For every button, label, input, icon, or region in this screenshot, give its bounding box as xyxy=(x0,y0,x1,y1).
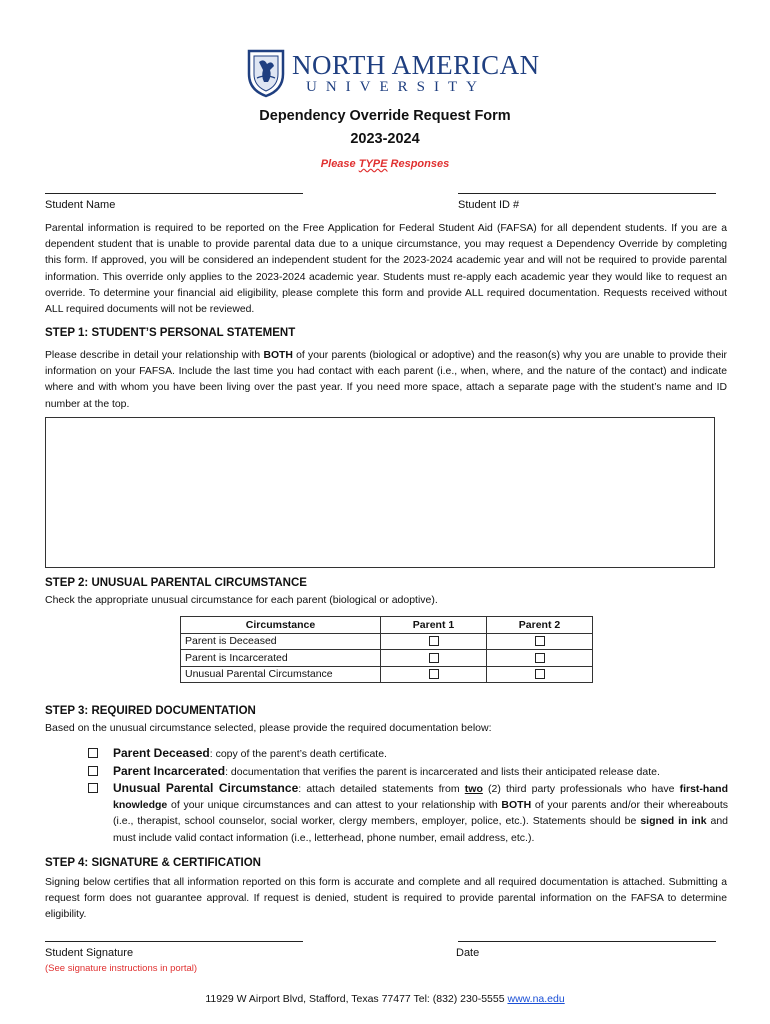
table-header-row xyxy=(181,617,593,634)
table-row xyxy=(181,666,593,683)
instruction-post: Responses xyxy=(387,158,450,170)
parent2-incarcerated-checkbox[interactable] xyxy=(535,653,545,663)
personal-statement-box[interactable] xyxy=(45,417,715,568)
doc-unusual-d: of your parents and/or their whereabouts (i.e., therapist, school counselor, social worker, clergy members, employer, police, etc.). Statements should be xyxy=(113,799,728,828)
student-name-label: Student Name xyxy=(45,199,116,211)
doc-deceased-title: Parent Deceased xyxy=(113,746,210,760)
parent1-deceased-checkbox[interactable] xyxy=(429,636,439,646)
step1-heading: STEP 1: STUDENT’S PERSONAL STATEMENT xyxy=(45,327,296,339)
parent1-unusual-checkbox[interactable] xyxy=(429,669,439,679)
website-link[interactable]: www.na.edu xyxy=(507,993,565,1005)
table-row xyxy=(181,633,593,650)
parent1-unusual-cell xyxy=(381,666,487,683)
doc-unusual-both: BOTH xyxy=(501,799,532,812)
signature-note: (See signature instructions in portal) xyxy=(45,963,198,974)
doc-incarcerated-desc: : documentation that verifies the parent is incarcerated and lists their anticipated release date. xyxy=(225,766,660,778)
step4-text: Signing below certifies that all information reported on this form is accurate and complete and all required documentation is attached. Submitting a request form does not guarantee approval. If request is denied, student is required to provide parental information on the FAFSA to determine eligibility. xyxy=(45,877,727,921)
step1-text-pre: Please describe in detail your relationship with xyxy=(45,350,264,361)
step3-heading: STEP 3: REQUIRED DOCUMENTATION xyxy=(45,705,256,717)
step2-heading: STEP 2: UNUSUAL PARENTAL CIRCUMSTANCE xyxy=(45,577,307,589)
row-label-unusual: Unusual Parental Circumstance xyxy=(181,666,381,683)
doc-unusual-ink: signed in ink xyxy=(640,815,707,828)
doc-unusual-b: (2) third party professionals who have xyxy=(482,783,680,795)
col-circumstance: Circumstance xyxy=(181,617,381,634)
intro-paragraph: Parental information is required to be reported on the Free Application for Federal Student Aid (FAFSA) for all dependent students. If you are a dependent student that is unable to provide parental data due to a unique circumstance, you may request a Dependency Override by completing this form. If approved, you will be considered an independent student for the 2023-2024 academic year and will not be required to provide parental information. This override only applies to the 2023-2024 academic year. Students must re-apply each academic year they would like to request an override. To determine your financial aid eligibility, please complete this form and provide ALL required documentation. Requests received without ALL required documents will not be reviewed. xyxy=(45,223,727,316)
university-logo xyxy=(246,48,540,100)
date-label: Date xyxy=(456,947,480,959)
step2-instructions: Check the appropriate unusual circumstance for each parent (biological or adoptive). xyxy=(45,594,438,606)
parent2-deceased-checkbox[interactable] xyxy=(535,636,545,646)
col-parent-1: Parent 1 xyxy=(381,617,487,634)
circumstance-table xyxy=(180,616,593,683)
doc-deceased-text xyxy=(113,745,728,762)
doc-unusual-c: of your unique circumstances and can attest to your relationship with xyxy=(167,799,502,812)
shield-crest-icon xyxy=(246,48,286,98)
doc-unusual-two: two xyxy=(464,783,483,795)
step1-instructions xyxy=(45,348,727,413)
doc-unusual-title: Unusual Parental Circumstance xyxy=(113,781,299,795)
row-label-deceased: Parent is Deceased xyxy=(181,633,381,650)
doc-unusual-firsthand: first-hand knowledge xyxy=(113,783,728,812)
instruction-pre: Please xyxy=(320,158,359,170)
parent2-unusual-checkbox[interactable] xyxy=(535,669,545,679)
doc-item-incarcerated xyxy=(88,763,728,780)
student-id-line[interactable] xyxy=(458,193,716,194)
doc-unusual-text xyxy=(113,780,728,846)
step4-heading: STEP 4: SIGNATURE & CERTIFICATION xyxy=(45,857,261,869)
doc-unusual-e: and must include valid contact information (i.e., letterhead, phone number, email address, etc.). xyxy=(113,815,729,844)
row-label-incarcerated: Parent is Incarcerated xyxy=(181,650,381,667)
form-title: Dependency Override Request Form xyxy=(259,108,511,124)
doc-unusual-a: : attach detailed statements from xyxy=(298,783,465,795)
parent1-deceased-cell xyxy=(381,633,487,650)
parent2-incarcerated-cell xyxy=(487,650,593,667)
parent2-unusual-cell xyxy=(487,666,593,683)
doc-deceased-desc: : copy of the parent’s death certificate. xyxy=(209,748,387,760)
type-instruction xyxy=(0,158,770,170)
footer xyxy=(0,993,770,1005)
logo-subtitle: UNIVERSITY xyxy=(306,79,486,95)
doc-item-unusual xyxy=(88,780,728,846)
instruction-type: TYPE xyxy=(358,158,388,170)
signature-line[interactable] xyxy=(45,941,303,942)
signature-label: Student Signature xyxy=(45,947,134,959)
doc-incarcerated-title: Parent Incarcerated xyxy=(113,764,226,778)
parent1-incarcerated-cell xyxy=(381,650,487,667)
doc-unusual-checkbox[interactable] xyxy=(88,783,98,793)
date-line[interactable] xyxy=(458,941,716,942)
col-parent-2: Parent 2 xyxy=(487,617,593,634)
logo-name: NORTH AMERICAN xyxy=(292,50,540,80)
form-year: 2023-2024 xyxy=(350,131,420,147)
student-name-line[interactable] xyxy=(45,193,303,194)
student-id-label: Student ID # xyxy=(458,199,520,211)
doc-item-deceased xyxy=(88,745,728,762)
step3-instructions: Based on the unusual circumstance selected, please provide the required documentation below: xyxy=(45,722,492,734)
doc-deceased-checkbox[interactable] xyxy=(88,748,98,758)
doc-incarcerated-checkbox[interactable] xyxy=(88,766,98,776)
parent1-incarcerated-checkbox[interactable] xyxy=(429,653,439,663)
footer-address: 11929 W Airport Blvd, Stafford, Texas 77477 Tel: (832) 230-5555 xyxy=(205,993,508,1005)
table-row xyxy=(181,650,593,667)
doc-incarcerated-text xyxy=(113,763,728,780)
step1-text-post: of your parents (biological or adoptive) and the reason(s) why you are unable to provide their information on your FAFSA. Include the last time you had contact with each parent (i.e., when, where, and the nature of the contact) and indicate where and with whom you have been living over the past year. If you need more space, attach a separate page with the student’s name and ID number at the top. xyxy=(45,350,727,410)
step1-text-bold: BOTH xyxy=(263,350,293,361)
parent2-deceased-cell xyxy=(487,633,593,650)
